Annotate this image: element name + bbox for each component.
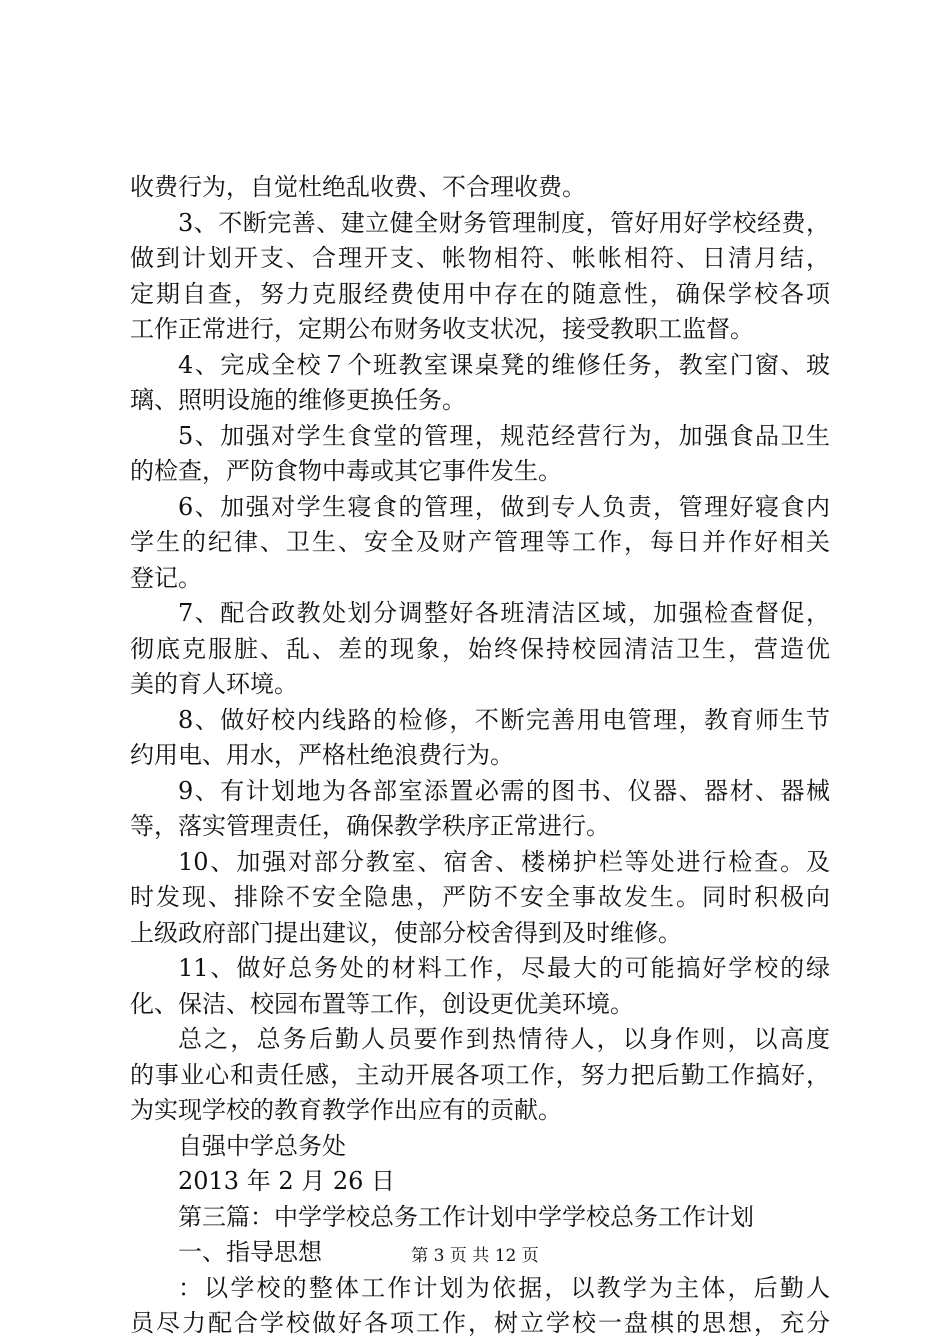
text-line: 彻底克服脏、乱、差的现象，始终保持校园清洁卫生，营造优 [130,634,830,663]
text-line: 定期自查，努力克服经费使用中存在的随意性，确保学校各项 [130,279,830,308]
text-line: 为实现学校的教育教学作出应有的贡献。 [130,1096,562,1124]
text-line: 2013 年 2 月 26 日 [178,1167,396,1195]
page-footer: 第 3 页 共 12 页 [411,1246,539,1266]
text-line: 美的育人环境。 [130,670,298,698]
text-line: 璃、照明设施的维修更换任务。 [130,386,466,414]
text-line: ：以学校的整体工作计划为依据，以教学为主体，后勤人 [178,1273,830,1302]
text-line: 8、做好校内线路的检修，不断完善用电管理，教育师生节 [178,705,830,734]
text-line: 3、不断完善、建立健全财务管理制度，管好用好学校经费， [178,208,830,237]
text-line: 9、有计划地为各部室添置必需的图书、仪器、器材、器械 [178,776,830,805]
text-line: 收费行为，自觉杜绝乱收费、不合理收费。 [130,173,586,201]
text-line: 11、做好总务处的材料工作，尽最大的可能搞好学校的绿 [178,954,830,982]
text-line: 工作正常进行，定期公布财务收支状况，接受教职工监督。 [130,315,754,343]
text-line: 5、加强对学生食堂的管理，规范经营行为，加强食品卫生 [178,421,830,450]
text-line: 7、配合政教处划分调整好各班清洁区域，加强检查督促， [178,599,830,627]
text-line: 10、加强对部分教室、宿舍、楼梯护栏等处进行检查。及 [178,847,830,876]
text-line: 时发现、排除不安全隐患，严防不安全事故发生。同时积极向 [130,883,830,911]
text-line: 上级政府部门提出建议，使部分校舍得到及时维修。 [130,918,682,947]
text-line: 化、保洁、校园布置等工作，创设更优美环境。 [130,989,634,1018]
document-body [130,170,830,1342]
text-line: 约用电、用水，严格杜绝浪费行为。 [130,741,514,769]
text-line: 员尽力配合学校做好各项工作，树立学校一盘棋的思想，充分 [130,1309,830,1337]
text-line: 做到计划开支、合理开支、帐物相符、帐帐相符、日清月结， [130,244,830,272]
text-line: 6、加强对学生寝食的管理，做到专人负责，管理好寝食内 [178,492,830,521]
text-line: 的检查，严防食物中毒或其它事件发生。 [130,457,562,485]
text-line: 一、指导思想 [178,1238,322,1266]
text-line: 总之，总务后勤人员要作到热情待人，以身作则，以高度 [178,1025,830,1053]
text-line: 登记。 [130,563,202,592]
text-line: 自强中学总务处 [178,1131,346,1160]
text-line: 学生的纪律、卫生、安全及财产管理等工作，每日并作好相关 [130,528,830,556]
text-line: 等，落实管理责任，确保教学秩序正常进行。 [130,812,610,840]
text-line: 第三篇：中学学校总务工作计划中学学校总务工作计划 [178,1202,754,1231]
text-line: 的事业心和责任感，主动开展各项工作，努力把后勤工作搞好， [130,1060,830,1089]
text-line: 4、完成全校７个班教室课桌凳的维修任务，教室门窗、玻 [178,350,830,379]
